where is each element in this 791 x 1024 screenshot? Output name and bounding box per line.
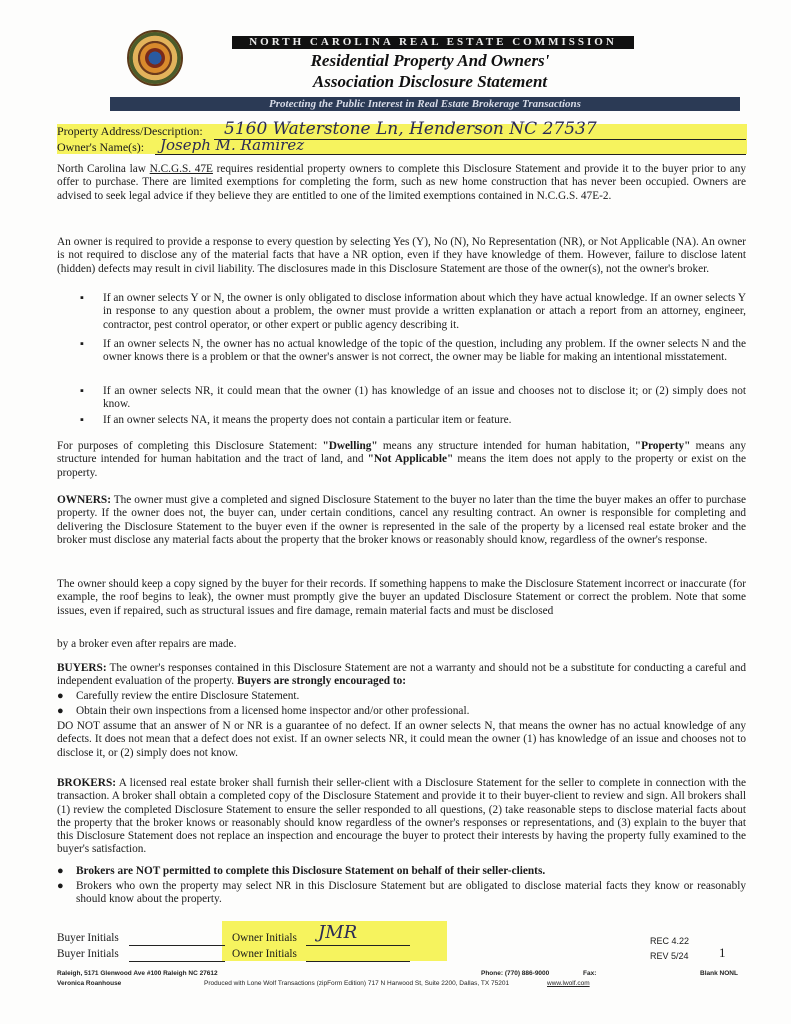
bullet-icon: ▪ — [80, 414, 84, 426]
broker-bullet-2: Brokers who own the property may select NR in this Disclosure Statement but are obligated to disclose material facts they know or reasonably should know about the property. — [76, 880, 746, 906]
owner-initials-field[interactable]: JMR — [318, 922, 358, 943]
buyers-section — [57, 662, 746, 689]
agent-name: Veronica Roanhouse — [57, 980, 122, 987]
owner-bullet-2: If an owner selects N, the owner has no actual knowledge of the topic of the question, including any problem. If the owner selects N and the owner knows there is a problem or that the owner's answer is not correct, the owner may be liable for making an intentional misstatement. — [103, 338, 746, 364]
intro-paragraph — [57, 163, 746, 203]
produced-with: Produced with Lone Wolf Transactions (zipForm Edition) 717 N Harwood St, Suite 2200, Dallas, TX 75201 — [204, 980, 510, 987]
intro-pre: North Carolina law — [57, 163, 150, 175]
owners-section — [57, 494, 746, 547]
brokers-text: A licensed real estate broker shall furnish their seller-client with a Disclosure Statement for the seller to complete in connection with the transaction. A broker shall obtain a completed copy of the Disclosure Statement and provide it to their buyer-client to review and sign. All brokers shall (1) review the completed Disclosure Statement to ensure the seller responded to all questions, (2) take reasonable steps to disclose material facts about the property that the broker knows or reasonably should know regardless of the owner's responses or representations, and (3) explain to the buyer that this Disclosure Statement does not replace an inspection and encourage the buyer to protect their interests by having the property fully examined to the buyer's satisfaction. — [57, 777, 746, 856]
property-address-field[interactable]: 5160 Waterstone Ln, Henderson NC 27537 — [224, 119, 597, 139]
copy-paragraph-continuation: by a broker even after repairs are made. — [57, 638, 237, 650]
bullet-icon: ▪ — [80, 385, 84, 397]
rev-code: REV 5/24 — [650, 951, 689, 961]
property-def: means any structure intended for human habitation and the tract of land, and — [57, 440, 746, 466]
brokers-heading: BROKERS: — [57, 777, 117, 789]
buyers-heading: BUYERS: — [57, 662, 107, 674]
definitions-paragraph — [57, 440, 746, 480]
bullet-icon: ● — [57, 865, 64, 877]
page-number: 1 — [719, 945, 726, 960]
owner-name-field[interactable]: Joseph M. Ramirez — [160, 136, 305, 154]
copy-paragraph: The owner should keep a copy signed by the buyer for their records. If something happens to make the Disclosure Statement incorrect or inaccurate (for example, the roof begins to leak), the owner must promptly give the buyer an updated Disclosure Statement or correct the problem. Note that some issues, even if repaired, such as structural issues and fire damage, remain material facts and must be disclosed — [57, 578, 746, 617]
owners-text: The owner must give a completed and signed Disclosure Statement to the buyer no later than the time the buyer makes an offer to purchase property. If the owner does not, the buyer can, under certain conditions, cancel any resulting contract. An owner is responsible for completing and delivering the Disclosure Statement to the buyer even if the owner is represented in the sale of the property by a licensed real estate broker and the broker must disclose any material facts about the property that the broker knows or reasonably should know, regardless of the owner's response. — [57, 494, 746, 546]
broker-bullet-1: Brokers are NOT permitted to complete this Disclosure Statement on behalf of their seller-clients. — [76, 865, 546, 877]
phone-number: Phone: (770) 886-9000 — [481, 970, 550, 977]
bullet-icon: ● — [57, 880, 64, 892]
buyer-initials-label-2: Buyer Initials — [57, 948, 119, 960]
def-lead: For purposes of completing this Disclosure Statement: — [57, 440, 323, 452]
form-title-line2: Association Disclosure Statement — [312, 72, 548, 91]
dwelling-term: "Dwelling" — [322, 440, 378, 452]
bullet-icon: ● — [57, 690, 64, 702]
commission-banner: NORTH CAROLINA REAL ESTATE COMMISSION — [232, 36, 634, 49]
buyer-bullet-2: Obtain their own inspections from a licensed home inspector and/or other professional. — [76, 705, 470, 717]
buyer-bullet-1: Carefully review the entire Disclosure Statement. — [76, 690, 300, 702]
statute-link: N.C.G.S. 47E — [149, 163, 213, 175]
owner-initials-line-1[interactable] — [306, 945, 410, 946]
lwolf-link[interactable]: www.lwolf.com — [547, 980, 590, 987]
form-title-line1: Residential Property And Owners' — [310, 51, 550, 70]
fax-label: Fax: — [583, 970, 597, 977]
buyers-after: DO NOT assume that an answer of N or NR is a guarantee of no defect. If an owner selects N, that means the owner has no actual knowledge of any defects. It does not mean that a defect does not exist. If an owner selects NR, it could mean the owner (1) has knowledge of an issue and chooses not to disclose it, or (2) simply does not know. — [57, 720, 746, 759]
owner-name-label: Owner's Name(s): — [57, 140, 145, 154]
na-term: "Not Applicable" — [367, 453, 454, 466]
owner-fill-line — [155, 154, 746, 155]
tagline-banner: Protecting the Public Interest in Real Estate Brokerage Transactions — [110, 97, 740, 111]
owner-initials-label-2: Owner Initials — [232, 948, 297, 960]
buyer-initials-label-1: Buyer Initials — [57, 932, 119, 944]
buyers-emphasis: Buyers are strongly encouraged to: — [236, 675, 406, 688]
office-address: Raleigh, 5171 Glenwood Ave #100 Raleigh NC 27612 — [57, 970, 218, 977]
bullet-icon: ▪ — [80, 338, 84, 350]
owner-initials-label-1: Owner Initials — [232, 932, 297, 944]
intro-post: requires residential property owners to complete this Disclosure Statement and provide it to the buyer prior to any offer to purchase. There are limited exemptions for completing the form, such as new home construction that has never been occupied. Owners are advised to seek legal advice if they believe they are entitled to one of the limited exemptions contained in N.C.G.S. 47E-2. — [57, 163, 747, 202]
property-term: "Property" — [634, 440, 691, 452]
owner-bullet-3: If an owner selects NR, it could mean that the owner (1) has knowledge of an issue and chooses not to disclose it; or (2) simply does not know. — [103, 385, 746, 411]
rec-code: REC 4.22 — [650, 936, 690, 946]
property-address-label: Property Address/Description: — [57, 124, 203, 138]
brokers-section — [57, 777, 746, 857]
owner-bullet-1: If an owner selects Y or N, the owner is only obligated to disclose information about which they have actual knowledge. If an owner selects Y in response to any question about a problem, the owner must provide a written explanation or attach a report from an attorney, engineer, contractor, pest control operator, or other expert or public agency describing it. — [103, 292, 746, 331]
owner-initials-line-2[interactable] — [306, 961, 410, 962]
dwelling-def: means any structure intended for human habitation, — [377, 440, 635, 452]
bullet-icon: ▪ — [80, 292, 84, 304]
bullet-icon: ● — [57, 705, 64, 717]
response-paragraph: An owner is required to provide a response to every question by selecting Yes (Y), No (N), No Representation (NR), or Not Applicable (NA). An owner is not required to disclose any of the material facts that have a NR option, even if they have knowledge of them. However, failure to disclose latent (hidden) defects may result in civil liability. The disclosures made in this Disclosure Statement are those of the owner(s), not the owner's broker. — [57, 236, 746, 275]
buyer-initials-line-1[interactable] — [129, 945, 225, 946]
owners-heading: OWNERS: — [57, 494, 111, 506]
blank-code: Blank NONL — [700, 970, 738, 977]
owner-bullet-4: If an owner selects NA, it means the property does not contain a particular item or feature. — [103, 414, 512, 426]
buyer-initials-line-2[interactable] — [129, 961, 225, 962]
nc-state-seal-icon — [127, 30, 183, 86]
na-def: means the item does not apply to the property or exist on the property. — [57, 453, 746, 479]
buyers-text: The owner's responses contained in this Disclosure Statement are not a warranty and should not be a substitute for conducting a careful and independent evaluation of the property. — [57, 662, 746, 688]
